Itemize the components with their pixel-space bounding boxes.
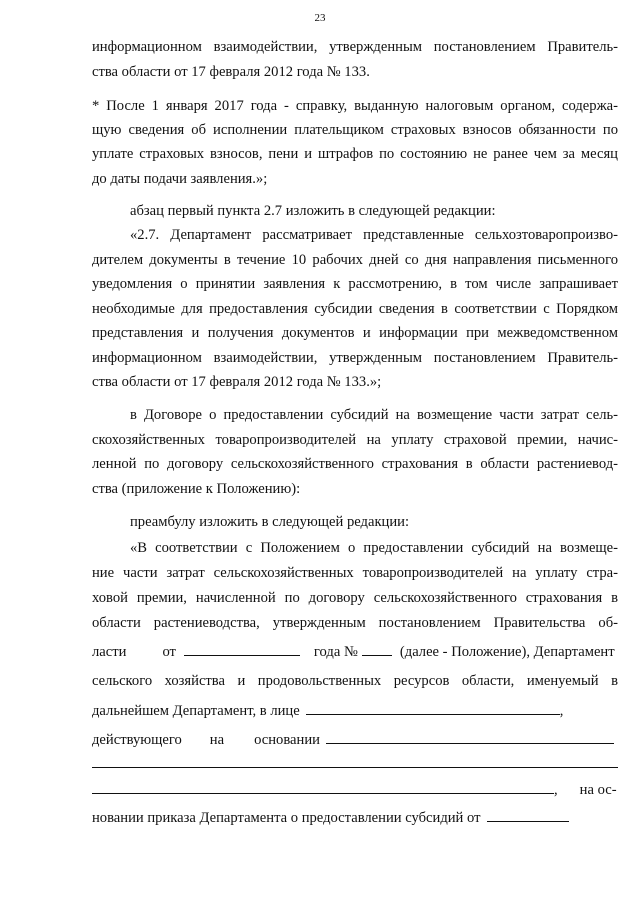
number-blank[interactable]	[362, 642, 392, 656]
text-line-29	[92, 808, 618, 827]
text-line-22: ховой премии, начисленной по договору сельскохозяйственного страхования в	[92, 590, 618, 606]
text-line-27	[92, 730, 618, 749]
text-line-20: «В соответствии с Положением о предоставлении субсидий на возмеще-	[130, 540, 618, 556]
order-date-blank[interactable]	[487, 808, 569, 822]
word-novanii-prikaza: новании приказа Департамента о предоставлении субсидий от	[92, 810, 481, 826]
text-line-21: ние части затрат сельскохозяйственных товаропроизводителей на уплату стра-	[92, 565, 618, 581]
comma-1: ,	[559, 703, 564, 719]
word-oblasti: ласти	[92, 644, 127, 660]
text-line-11: необходимые для предоставления субсидии сведения в соответствии с Порядком	[92, 301, 618, 317]
word-na-os: на ос-	[579, 782, 617, 798]
text-line-13: информационном взаимодействии, утвержденным постановлением Правитель-	[92, 350, 618, 366]
text-line-28	[92, 780, 618, 799]
text-line-7: абзац первый пункта 2.7 изложить в следующей редакции:	[130, 203, 496, 219]
word-na: на	[209, 732, 225, 748]
representative-blank[interactable]	[306, 701, 560, 715]
word-v-lice: дальнейшем Департамент, в лице	[92, 703, 300, 719]
text-line-9: дителем документы в течение 10 рабочих дней со дня направления письменного	[92, 252, 618, 268]
text-line-5: уплате страховых взносов, пени и штрафов по состоянию не ранее чем за месяц	[92, 146, 618, 162]
text-line-17: ленной по договору сельскохозяйственного страхования в области растениевод-	[92, 456, 618, 472]
text-line-15: в Договоре о предоставлении субсидий на возмещение части затрат сель-	[130, 407, 618, 423]
text-line-6: до даты подачи заявления.»;	[92, 171, 268, 187]
text-line-12: представления и получения документов и информации при межведомственном	[92, 325, 618, 341]
word-ot: от	[162, 644, 176, 660]
text-line-24	[92, 642, 618, 661]
text-line-14: ства области от 17 февраля 2012 года № 133.»;	[92, 374, 382, 390]
text-line-18: ства (приложение к Положению):	[92, 481, 301, 497]
text-line-8: «2.7. Департамент рассматривает представленные сельхозтоваропроизво-	[130, 227, 618, 243]
blank-line-full[interactable]	[92, 767, 618, 768]
comma-2: ,	[554, 782, 558, 798]
text-line-1: информационном взаимодействии, утвержденным постановлением Правитель-	[92, 39, 618, 55]
text-line-26	[92, 701, 618, 720]
text-line-4: щую сведения об исполнении плательщиком страховых взносов обязанности по	[92, 122, 618, 138]
basis-blank[interactable]	[326, 730, 614, 744]
page-number: 23	[314, 12, 326, 24]
text-line-10: уведомления о принятии заявления к рассмотрению, в том числе запрашивает	[92, 276, 618, 292]
text-line-25: сельского хозяйства и продовольственных ресурсов области, именуемый в	[92, 673, 618, 689]
date-blank[interactable]	[184, 642, 300, 656]
word-dalee: (далее - Положение), Департамент	[399, 644, 615, 660]
text-line-19: преамбулу изложить в следующей редакции:	[130, 514, 410, 530]
word-deystvuyushchego: действующего	[92, 732, 182, 748]
word-osnovanii: основании	[254, 732, 320, 748]
text-line-16: скохозяйственных товаропроизводителей на уплату страховой премии, начис-	[92, 432, 618, 448]
text-line-2: ства области от 17 февраля 2012 года № 133.	[92, 64, 370, 80]
word-goda-nomer: года №	[313, 644, 358, 660]
continuation-blank[interactable]	[92, 780, 554, 794]
text-line-3: * После 1 января 2017 года - справку, выданную налоговым органом, содержа-	[92, 98, 618, 114]
text-line-23: области растениеводства, утвержденным постановлением Правительства об-	[92, 615, 618, 631]
